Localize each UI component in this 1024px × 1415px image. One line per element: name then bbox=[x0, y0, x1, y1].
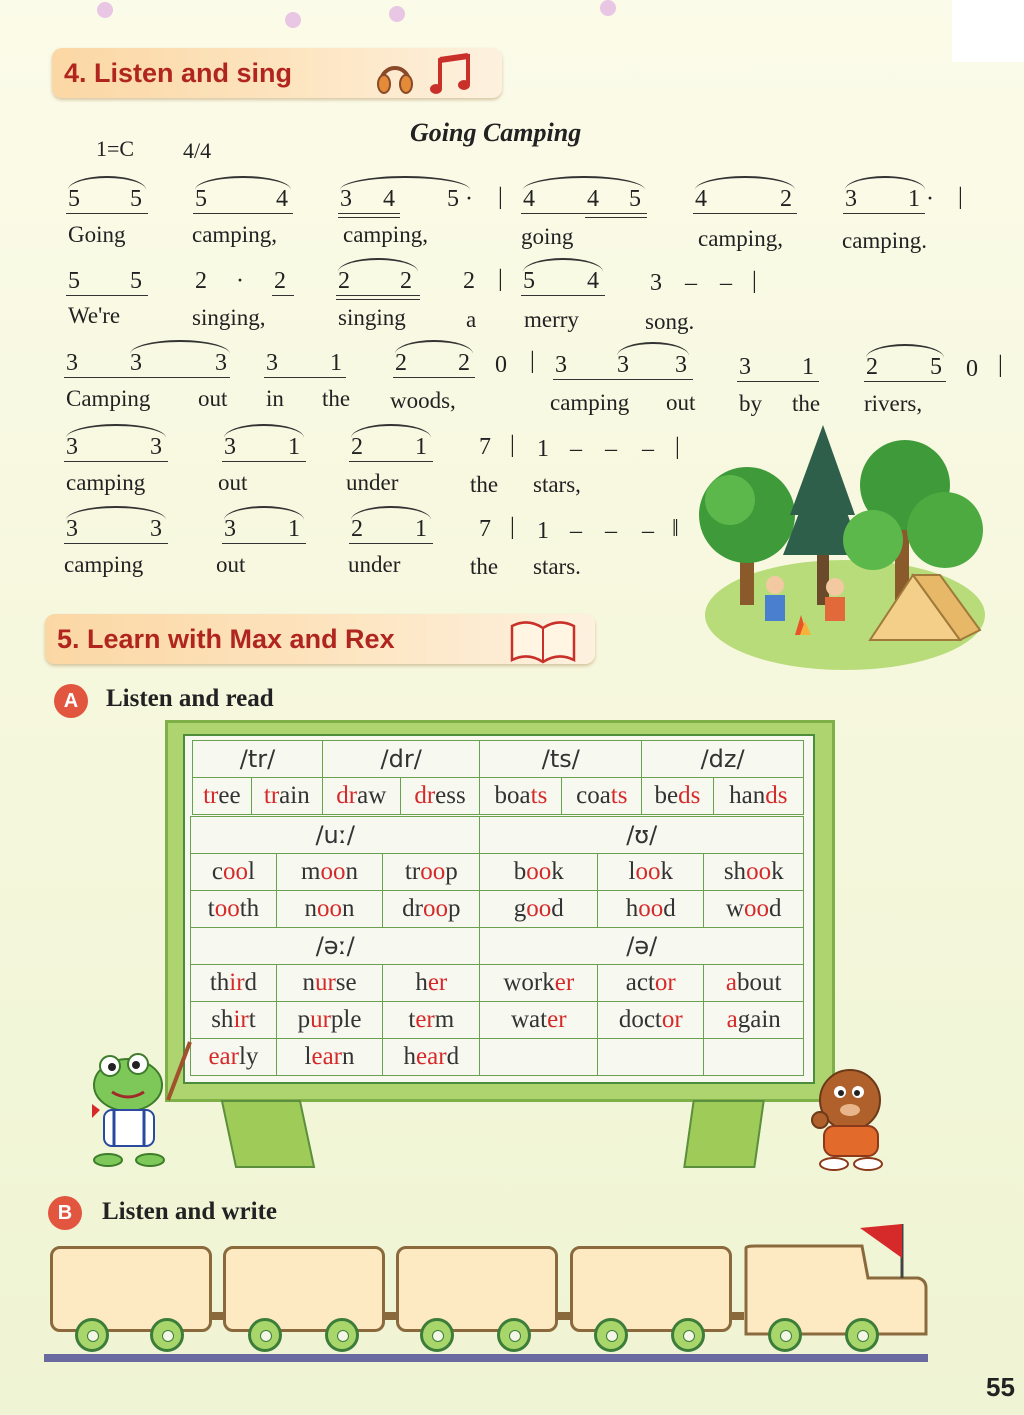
note: 1 bbox=[802, 354, 814, 380]
word-cell: heard bbox=[383, 1039, 480, 1076]
lyric: camping bbox=[550, 390, 630, 415]
wheel bbox=[671, 1318, 705, 1352]
slur bbox=[866, 344, 944, 358]
decor-dot bbox=[97, 2, 113, 18]
phoneme-header: /ts/ bbox=[480, 741, 642, 778]
page-number: 55 bbox=[986, 1372, 1015, 1402]
note: 3 bbox=[224, 434, 236, 460]
lyric: the bbox=[470, 554, 499, 579]
word-cell: draw bbox=[322, 778, 400, 815]
note: 5 bbox=[130, 186, 142, 212]
note: 2 bbox=[458, 350, 470, 376]
underline bbox=[349, 543, 433, 544]
word-cell: term bbox=[383, 1002, 480, 1039]
note-dot: · bbox=[236, 268, 244, 294]
lyric: We're bbox=[68, 303, 121, 328]
note: 2 bbox=[400, 268, 412, 294]
note: 2 bbox=[195, 268, 207, 294]
word-cell: nurse bbox=[276, 965, 382, 1002]
music-note-icon bbox=[428, 52, 478, 98]
barline: | bbox=[510, 514, 515, 540]
dash: – bbox=[685, 270, 697, 296]
word-cell: moon bbox=[276, 854, 382, 891]
train-car-answer-2[interactable] bbox=[223, 1246, 385, 1332]
underline bbox=[222, 461, 306, 462]
slur bbox=[845, 176, 925, 190]
underline bbox=[264, 377, 346, 378]
lyric: camping, bbox=[192, 222, 277, 247]
note: 5 · bbox=[447, 186, 473, 212]
decor-dot bbox=[600, 0, 616, 16]
board-leg-right bbox=[683, 1100, 765, 1168]
word-cell: doctor bbox=[598, 1002, 704, 1039]
word-cell: good bbox=[480, 891, 598, 928]
section-5-title: 5. Learn with Max and Rex bbox=[57, 624, 395, 654]
note: 2 bbox=[338, 268, 350, 294]
note: 2 bbox=[780, 186, 792, 212]
word-cell: shook bbox=[704, 854, 804, 891]
lyric: Going bbox=[68, 222, 126, 247]
slur bbox=[395, 340, 473, 354]
word-cell: troop bbox=[383, 854, 480, 891]
slur bbox=[523, 176, 645, 190]
underline bbox=[338, 213, 400, 214]
lyric: camping bbox=[66, 470, 146, 495]
underline bbox=[272, 295, 294, 296]
lyric: merry bbox=[524, 307, 579, 332]
lyric: the bbox=[322, 386, 351, 411]
lyric: the bbox=[792, 391, 821, 416]
lyric: singing bbox=[338, 305, 406, 330]
lyric: under bbox=[346, 470, 399, 495]
note: 1 bbox=[288, 516, 300, 542]
underline bbox=[66, 213, 148, 214]
dash: – bbox=[570, 436, 582, 462]
underline bbox=[349, 461, 433, 462]
note: 4 bbox=[587, 186, 599, 212]
word-cell bbox=[598, 1039, 704, 1076]
slur bbox=[195, 176, 291, 190]
note: 3 bbox=[739, 354, 751, 380]
note: 5 bbox=[523, 268, 535, 294]
note: 1 bbox=[415, 434, 427, 460]
underline bbox=[521, 295, 605, 296]
note: 3 bbox=[150, 516, 162, 542]
note: 3 bbox=[617, 352, 629, 378]
coupler bbox=[212, 1312, 223, 1320]
slur bbox=[130, 340, 230, 354]
word-cell: hood bbox=[598, 891, 704, 928]
note: 5 bbox=[130, 268, 142, 294]
barline: | bbox=[498, 266, 503, 292]
slur bbox=[351, 506, 431, 520]
wheel bbox=[845, 1318, 879, 1352]
wheel bbox=[768, 1318, 802, 1352]
note: 5 bbox=[629, 186, 641, 212]
phoneme-header: /dz/ bbox=[642, 741, 804, 778]
underline bbox=[393, 377, 475, 378]
word-cell: third bbox=[191, 965, 277, 1002]
note: 4 bbox=[523, 186, 535, 212]
train-engine-answer-5[interactable] bbox=[742, 1222, 932, 1338]
note: 3 bbox=[66, 350, 78, 376]
note: 2 bbox=[463, 268, 475, 294]
underline bbox=[843, 213, 925, 214]
barline: | bbox=[998, 352, 1003, 378]
word-cell: noon bbox=[276, 891, 382, 928]
table-vowel-sounds bbox=[190, 816, 804, 1076]
word-cell: train bbox=[251, 778, 322, 815]
note: 2 bbox=[866, 354, 878, 380]
note: 2 bbox=[351, 516, 363, 542]
word-cell: hands bbox=[713, 778, 803, 815]
note: 3 bbox=[150, 434, 162, 460]
song-title: Going Camping bbox=[410, 118, 582, 147]
underline bbox=[64, 377, 230, 378]
word-cell: boats bbox=[480, 778, 562, 815]
slur bbox=[340, 176, 470, 190]
word-cell: her bbox=[383, 965, 480, 1002]
barline: | bbox=[498, 184, 503, 210]
page-corner bbox=[952, 0, 1024, 62]
train-car-answer-4[interactable] bbox=[570, 1246, 732, 1332]
word-cell: about bbox=[704, 965, 804, 1002]
note: 1 bbox=[288, 434, 300, 460]
badge-b: B bbox=[48, 1196, 82, 1230]
note: 3 bbox=[650, 270, 662, 296]
phoneme-header: /ʊ/ bbox=[480, 817, 804, 854]
slur bbox=[224, 506, 304, 520]
rex-mascot bbox=[800, 1060, 900, 1175]
barline: | bbox=[530, 348, 535, 374]
wheel bbox=[497, 1318, 531, 1352]
barline: | bbox=[675, 434, 680, 460]
word-cell: again bbox=[704, 1002, 804, 1039]
slur bbox=[617, 342, 689, 356]
underline bbox=[336, 299, 420, 300]
dash: – bbox=[605, 518, 617, 544]
decor-dot bbox=[285, 12, 301, 28]
coupler bbox=[558, 1312, 570, 1320]
note: 3 bbox=[340, 186, 352, 212]
lyric: stars, bbox=[533, 472, 581, 497]
note: 4 bbox=[276, 186, 288, 212]
word-cell bbox=[704, 1039, 804, 1076]
note: 0 bbox=[966, 356, 978, 382]
slur bbox=[338, 258, 418, 272]
lyric: out bbox=[666, 390, 696, 415]
note: 1 bbox=[415, 516, 427, 542]
lyric: out bbox=[218, 470, 248, 495]
section-4-title: 4. Listen and sing bbox=[64, 58, 293, 88]
lyric: in bbox=[266, 386, 284, 411]
lyric: the bbox=[470, 472, 499, 497]
note: 2 bbox=[274, 268, 286, 294]
song-key: 1=C bbox=[96, 136, 135, 161]
note: 1 bbox=[537, 436, 549, 462]
note: 3 bbox=[215, 350, 227, 376]
frog-mascot bbox=[78, 1040, 193, 1175]
wheel bbox=[75, 1318, 109, 1352]
lyric: going bbox=[521, 224, 574, 249]
wheel bbox=[594, 1318, 628, 1352]
word-cell: actor bbox=[598, 965, 704, 1002]
lyric: Camping bbox=[66, 386, 151, 411]
underline bbox=[864, 381, 946, 382]
board-leg-left bbox=[221, 1100, 315, 1168]
note: 7 bbox=[479, 516, 491, 542]
phoneme-header: /uː/ bbox=[191, 817, 480, 854]
coupler bbox=[732, 1312, 744, 1320]
word-cell: tooth bbox=[191, 891, 277, 928]
decor-dot bbox=[389, 6, 405, 22]
word-cell: coats bbox=[562, 778, 642, 815]
note: 4 bbox=[587, 268, 599, 294]
dash: – bbox=[605, 436, 617, 462]
note: 1 bbox=[537, 518, 549, 544]
underline bbox=[521, 213, 647, 214]
lyric: camping bbox=[64, 552, 144, 577]
camping-illustration bbox=[695, 425, 985, 675]
train-car-answer-1[interactable] bbox=[50, 1246, 212, 1332]
note: 3 bbox=[266, 350, 278, 376]
word-cell: worker bbox=[480, 965, 598, 1002]
underline bbox=[64, 543, 168, 544]
note: 3 bbox=[66, 516, 78, 542]
barline: | bbox=[752, 268, 757, 294]
word-cell: cool bbox=[191, 854, 277, 891]
part-a-title: Listen and read bbox=[106, 685, 274, 712]
dash: – bbox=[570, 518, 582, 544]
note: 4 bbox=[383, 186, 395, 212]
underline bbox=[66, 295, 148, 296]
slur bbox=[68, 176, 146, 190]
barline: | bbox=[958, 184, 963, 210]
phoneme-header: /ə/ bbox=[480, 928, 804, 965]
barline: | bbox=[510, 432, 515, 458]
note: 3 bbox=[555, 352, 567, 378]
word-cell: droop bbox=[383, 891, 480, 928]
lyric: by bbox=[739, 391, 762, 416]
dash: – bbox=[720, 270, 732, 296]
note: 1 bbox=[330, 350, 342, 376]
slur bbox=[351, 424, 431, 438]
lyric: camping, bbox=[343, 222, 428, 247]
word-cell: water bbox=[480, 1002, 598, 1039]
word-cell: purple bbox=[276, 1002, 382, 1039]
lyric: out bbox=[198, 386, 228, 411]
underline bbox=[693, 213, 797, 214]
note: 4 bbox=[695, 186, 707, 212]
part-b-title: Listen and write bbox=[102, 1198, 277, 1225]
word-cell: wood bbox=[704, 891, 804, 928]
lyric: woods, bbox=[390, 388, 456, 413]
lyric: rivers, bbox=[864, 391, 923, 416]
underline bbox=[64, 461, 168, 462]
lyric: under bbox=[348, 552, 401, 577]
word-cell: book bbox=[480, 854, 598, 891]
slur bbox=[695, 176, 795, 190]
word-cell: shirt bbox=[191, 1002, 277, 1039]
slur bbox=[66, 424, 166, 438]
underline bbox=[737, 381, 819, 382]
slur bbox=[523, 258, 603, 272]
rail-track bbox=[44, 1354, 928, 1362]
word-cell: look bbox=[598, 854, 704, 891]
note: 3 bbox=[66, 434, 78, 460]
word-cell: early bbox=[191, 1039, 277, 1076]
badge-a: A bbox=[54, 684, 88, 718]
phoneme-header: /dr/ bbox=[322, 741, 479, 778]
note: 3 bbox=[130, 350, 142, 376]
lyric: song. bbox=[645, 309, 695, 334]
wheel bbox=[150, 1318, 184, 1352]
coupler bbox=[385, 1312, 396, 1320]
note: 3 bbox=[675, 352, 687, 378]
underline bbox=[338, 217, 400, 218]
lyric: stars. bbox=[533, 554, 581, 579]
flag-icon bbox=[860, 1224, 902, 1258]
note: 5 bbox=[68, 268, 80, 294]
note: 1 · bbox=[908, 186, 934, 212]
lyric: a bbox=[466, 307, 477, 332]
underline bbox=[336, 295, 420, 296]
table-consonant-blends bbox=[192, 740, 804, 815]
slur bbox=[224, 424, 304, 438]
phoneme-header: /tr/ bbox=[193, 741, 323, 778]
dash: – bbox=[642, 518, 654, 544]
underline bbox=[585, 217, 647, 218]
underline bbox=[193, 213, 293, 214]
word-cell: beds bbox=[642, 778, 713, 815]
note: 2 bbox=[395, 350, 407, 376]
wheel bbox=[420, 1318, 454, 1352]
lyric: camping, bbox=[698, 226, 783, 251]
lyric: singing, bbox=[192, 305, 266, 330]
book-icon bbox=[508, 616, 578, 666]
word-cell: tree bbox=[193, 778, 252, 815]
word-cell: learn bbox=[276, 1039, 382, 1076]
note: 3 bbox=[845, 186, 857, 212]
note: 0 bbox=[495, 352, 507, 378]
dash: – bbox=[642, 436, 654, 462]
train-car-answer-3[interactable] bbox=[396, 1246, 558, 1332]
note: 5 bbox=[930, 354, 942, 380]
lyric: camping. bbox=[842, 228, 927, 253]
note: 5 bbox=[195, 186, 207, 212]
note: 3 bbox=[224, 516, 236, 542]
wheel bbox=[325, 1318, 359, 1352]
end-barline: ‖ bbox=[672, 516, 679, 542]
word-cell bbox=[480, 1039, 598, 1076]
word-cell: dress bbox=[400, 778, 480, 815]
lyric: out bbox=[216, 552, 246, 577]
note: 7 bbox=[479, 434, 491, 460]
underline bbox=[222, 543, 306, 544]
note: 5 bbox=[68, 186, 80, 212]
song-time-signature: 4/4 bbox=[183, 138, 212, 163]
wheel bbox=[248, 1318, 282, 1352]
note: 2 bbox=[351, 434, 363, 460]
phoneme-header: /əː/ bbox=[191, 928, 480, 965]
underline bbox=[553, 379, 693, 380]
slur bbox=[66, 506, 166, 520]
